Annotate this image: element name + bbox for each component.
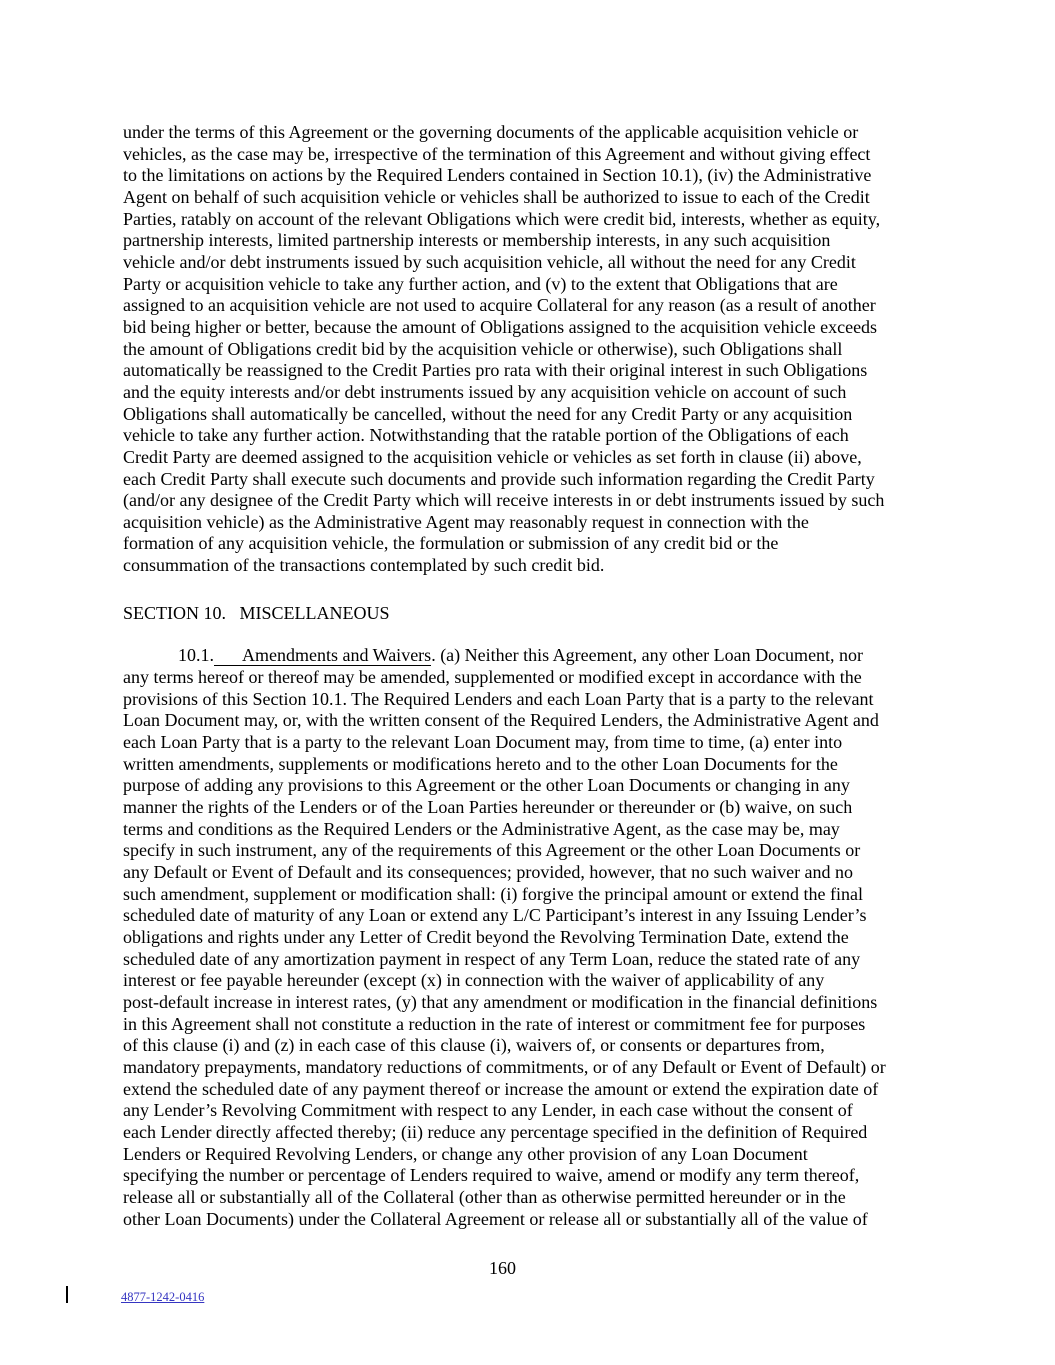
paragraph-line: post-default increase in interest rates, (y) that any amendment or modification in the financial definitions: [123, 991, 878, 1012]
change-bar: [66, 1286, 68, 1303]
paragraph-line: purpose of adding any provisions to this Agreement or the other Loan Documents or changing in any: [123, 775, 850, 796]
paragraph-line: obligations and rights under any Letter of Credit beyond the Revolving Termination Date, extend the: [123, 926, 849, 947]
paragraph-line: scheduled date of maturity of any Loan or extend any L/C Participant’s interest in any Issuing Lender’s: [123, 905, 867, 926]
paragraph-line: specify in such instrument, any of the requirements of this Agreement or the other Loan Documents or: [123, 840, 861, 861]
paragraph-line: mandatory prepayments, mandatory reductions of commitments, or of any Default or Event of Default) or: [123, 1056, 886, 1077]
paragraph-line: acquisition vehicle) as the Administrative Agent may reasonably request in connection with the: [123, 511, 809, 532]
paragraph-line: any Lender’s Revolving Commitment with respect to any Lender, in each case without the consent of: [123, 1100, 853, 1121]
paragraph-line: under the terms of this Agreement or the governing documents of the applicable acquisition vehicle or: [123, 122, 859, 142]
paragraph-line: interest or fee payable hereunder (except (x) in connection with the waiver of applicability of any: [123, 970, 825, 991]
paragraph-line: and the equity interests and/or debt instruments issued by any acquisition vehicle on account of such: [123, 381, 847, 402]
subsection-number: 10.1.: [178, 645, 214, 666]
paragraph-line: manner the rights of the Lenders or of the Loan Parties hereunder or thereunder or (b) waive, on such: [123, 797, 853, 818]
section-heading: SECTION 10. MISCELLANEOUS: [123, 602, 390, 623]
subsection-body-lines: [123, 667, 943, 1230]
paragraph-line: extend the scheduled date of any payment thereof or increase the amount or extend the expiration date of: [123, 1078, 879, 1099]
body-paragraph: [123, 122, 943, 577]
subsection-paragraph: [123, 645, 943, 1230]
paragraph-line: Agent on behalf of such acquisition vehicle or vehicles shall be authorized to issue to each of the Credit: [123, 186, 870, 207]
paragraph-line: the amount of Obligations credit bid by the acquisition vehicle or otherwise), such Obligations shall: [123, 338, 843, 359]
paragraph-line: automatically be reassigned to the Credit Parties pro rata with their original interest in such Obligations: [123, 360, 868, 381]
paragraph-line: each Credit Party shall execute such documents and provide such information regarding the Credit Party: [123, 468, 875, 489]
paragraph-line: each Loan Party that is a party to the relevant Loan Document may, from time to time, (a) enter into: [123, 732, 843, 753]
paragraph-line: each Lender directly affected thereby; (ii) reduce any percentage specified in the definition of Required: [123, 1121, 868, 1142]
paragraph-line: of this clause (i) and (z) in each case of this clause (i), waivers of, or consents or departures from,: [123, 1035, 825, 1056]
paragraph-line: bid being higher or better, because the amount of Obligations assigned to the acquisition vehicle exceeds: [123, 316, 878, 337]
paragraph-line: terms and conditions as the Required Lenders or the Administrative Agent, as the case may be, may: [123, 818, 840, 839]
page-number: 160: [489, 1258, 516, 1278]
paragraph-line: any terms hereof or thereof may be amended, supplemented or modified except in accordance with the: [123, 667, 862, 688]
paragraph-line: Lenders or Required Revolving Lenders, or change any other provision of any Loan Document: [123, 1143, 808, 1164]
paragraph-line: scheduled date of any amortization payment in respect of any Term Loan, reduce the stated rate of any: [123, 948, 861, 969]
subsection-title: Amendments and Waivers: [214, 645, 431, 666]
paragraph-line: written amendments, supplements or modifications hereto and to the other Loan Documents for the: [123, 753, 838, 774]
paragraph-line: Loan Document may, or, with the written consent of the Required Lenders, the Administrative Agent and: [123, 710, 879, 731]
paragraph-line: vehicle and/or debt instruments issued by such acquisition vehicle, all without the need for any Credit: [123, 251, 856, 272]
paragraph-line: in this Agreement shall not constitute a reduction in the rate of interest or commitment fee for purposes: [123, 1013, 866, 1034]
paragraph-line: any Default or Event of Default and its consequences; provided, however, that no such waiver and no: [123, 862, 854, 882]
paragraph-line: Obligations shall automatically be cancelled, without the need for any Credit Party or any acquisition: [123, 403, 853, 424]
paragraph-line: assigned to an acquisition vehicle are not used to acquire Collateral for any reason (as a result of another: [123, 295, 876, 316]
paragraph-line: Parties, ratably on account of the relevant Obligations which were credit bid, interests, whether as equity,: [123, 208, 881, 229]
paragraph-line: Party or acquisition vehicle to take any further action, and (v) to the extent that Obligations that are: [123, 273, 838, 294]
paragraph-line: specifying the number or percentage of Lenders required to waive, amend or modify any term thereof,: [123, 1165, 860, 1186]
paragraph-line: provisions of this Section 10.1. The Required Lenders and each Loan Party that is a party to the relevant: [123, 688, 874, 709]
subsection-text-after-title: . (a) Neither this Agreement, any other Loan Document, nor: [431, 645, 864, 666]
paragraph-line: vehicle to take any further action. Notwithstanding that the ratable portion of the Obligations of each: [123, 425, 849, 446]
paragraph-line: vehicles, as the case may be, irrespective of the termination of this Agreement and without giving effect: [123, 143, 871, 164]
paragraph-line: such amendment, supplement or modification shall: (i) forgive the principal amount or extend the final: [123, 883, 863, 904]
paragraph-line: (and/or any designee of the Credit Party which will receive interests in or debt instruments issued by such: [123, 490, 885, 511]
paragraph-line: release all or substantially all of the Collateral (other than as otherwise permitted hereunder or in the: [123, 1186, 846, 1207]
paragraph-line: partnership interests, limited partnership interests or membership interests, in any such acquisition: [123, 230, 831, 251]
paragraph-line: to the limitations on actions by the Required Lenders contained in Section 10.1), (iv) the Administrative: [123, 165, 872, 186]
subsection-first-line: [123, 645, 943, 667]
page-content: [123, 122, 943, 1230]
paragraph-line: other Loan Documents) under the Collateral Agreement or release all or substantially all of the value of: [123, 1208, 868, 1229]
document-number-link[interactable]: 4877-1242-0416: [121, 1290, 205, 1304]
paragraph-line: formation of any acquisition vehicle, the formulation or submission of any credit bid or the: [123, 533, 779, 554]
paragraph-line: Credit Party are deemed assigned to the acquisition vehicle or vehicles as set forth in clause (ii) above,: [123, 446, 862, 467]
paragraph-line: consummation of the transactions contemplated by such credit bid.: [123, 555, 605, 576]
